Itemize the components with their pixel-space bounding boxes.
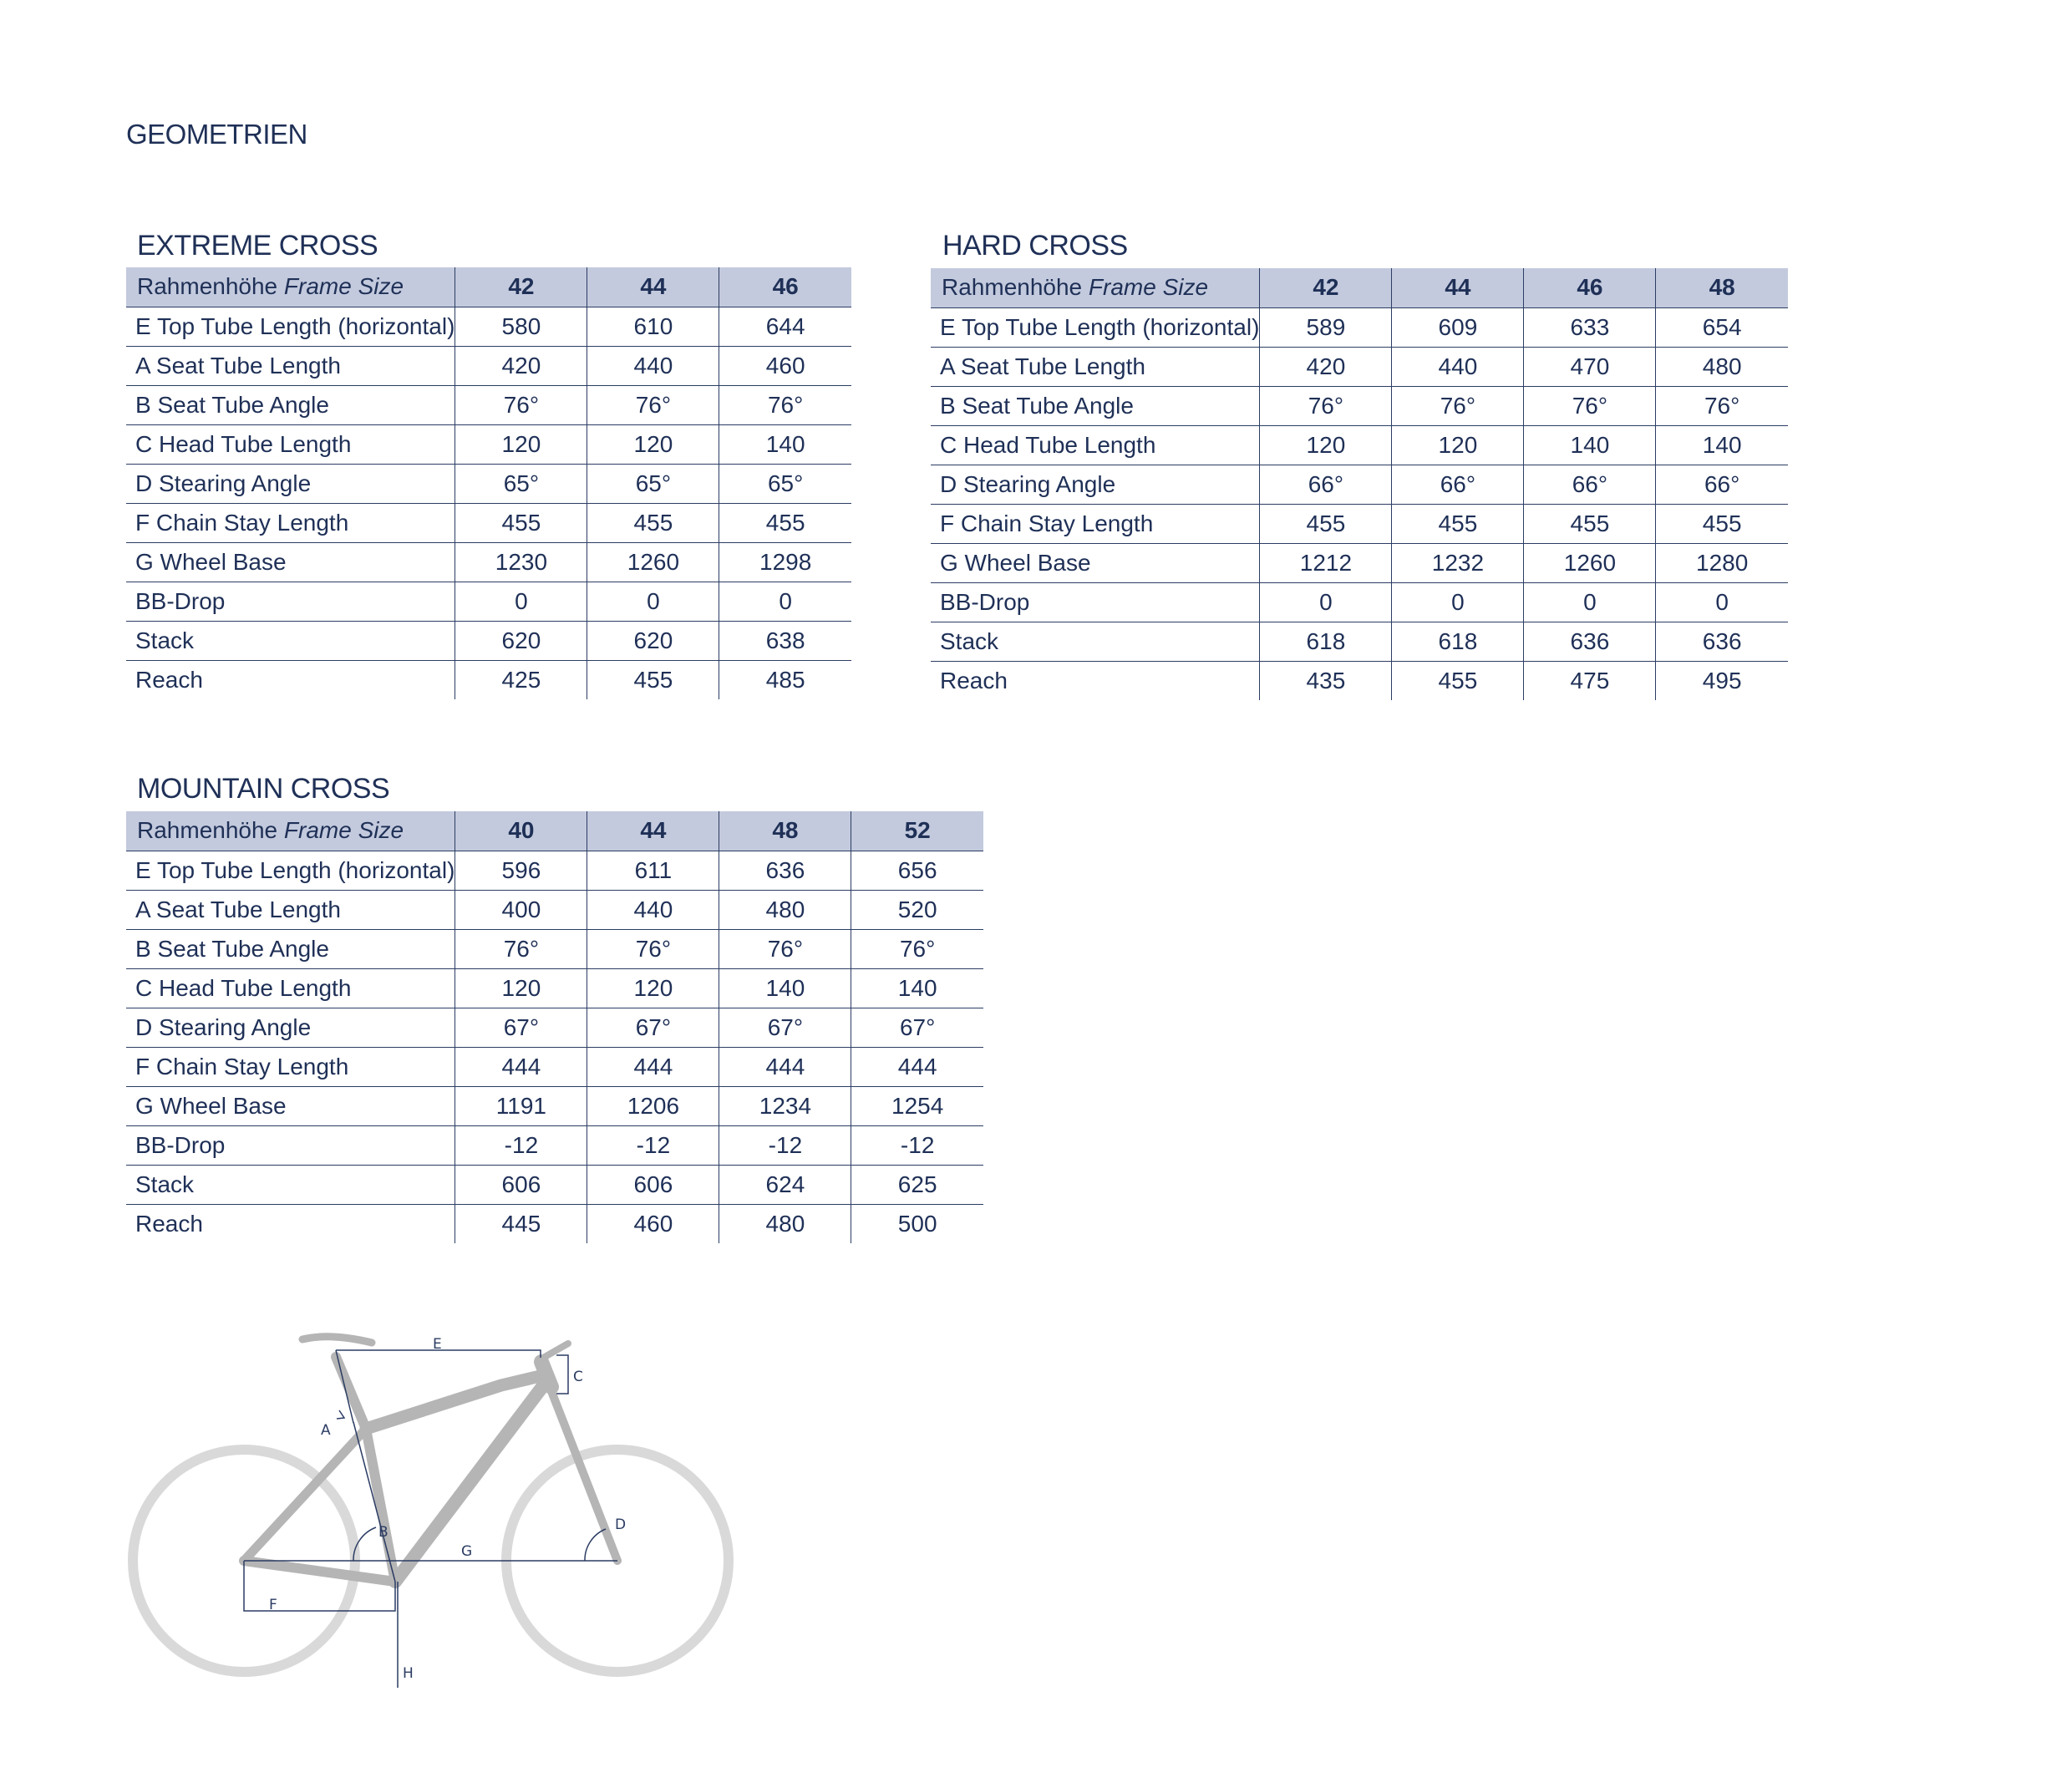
size-header: 48 (719, 811, 851, 851)
table-row (931, 465, 1788, 504)
table-row (126, 621, 851, 660)
table-row (126, 1008, 983, 1047)
table-cell: 66° (1656, 465, 1788, 504)
header-row (126, 811, 983, 851)
hard-cross-table (931, 268, 1788, 700)
table-row (931, 347, 1788, 386)
frame-size-label-en: Frame Size (1088, 274, 1209, 301)
table-cell: 67° (719, 1008, 851, 1047)
table-cell: 580 (455, 307, 587, 346)
table-cell: 0 (587, 582, 719, 621)
table-cell: 455 (587, 660, 719, 699)
row-label: Stack (126, 621, 455, 660)
table-cell: 480 (719, 1204, 851, 1243)
line-a-tick (337, 1410, 344, 1419)
table-cell: 120 (587, 968, 719, 1008)
table-cell: 444 (587, 1047, 719, 1086)
table-cell: 620 (455, 621, 587, 660)
row-label: Stack (126, 1165, 455, 1204)
table-cell: 65° (455, 464, 587, 503)
row-label: F Chain Stay Length (126, 1047, 455, 1086)
table-cell: 654 (1656, 307, 1788, 347)
label-f: F (269, 1597, 277, 1613)
table-row (126, 1204, 983, 1243)
table-cell: 1212 (1260, 543, 1392, 582)
table-cell: -12 (851, 1125, 983, 1165)
table-row (126, 542, 851, 582)
table-cell: 455 (1392, 504, 1524, 543)
table-row (126, 1165, 983, 1204)
table-row (931, 543, 1788, 582)
frame-size-header (126, 811, 455, 851)
table-cell: -12 (455, 1125, 587, 1165)
table-row (126, 503, 851, 542)
header-row (126, 267, 851, 307)
extreme-cross-title: EXTREME CROSS (137, 230, 378, 262)
table-cell: 455 (1392, 661, 1524, 700)
table-cell: 140 (1524, 425, 1656, 465)
table-cell: 444 (719, 1047, 851, 1086)
label-d: D (615, 1516, 627, 1533)
table-cell: 120 (455, 968, 587, 1008)
header-row (931, 268, 1788, 307)
row-label: Reach (940, 667, 1008, 693)
size-header: 40 (455, 811, 587, 851)
size-header: 46 (1524, 268, 1656, 307)
row-label: BB-Drop (126, 1125, 455, 1165)
table-row (126, 1086, 983, 1125)
table-cell: 76° (719, 929, 851, 968)
table-cell: 67° (851, 1008, 983, 1047)
table-cell: 596 (455, 851, 587, 890)
table-cell: 460 (587, 1204, 719, 1243)
table-cell: 656 (851, 851, 983, 890)
row-label: Stack (931, 622, 1260, 661)
table-cell: 1234 (719, 1086, 851, 1125)
table-row (126, 660, 851, 699)
table-cell: 0 (1392, 582, 1524, 622)
row-label: D Stearing Angle (126, 464, 455, 503)
table-cell: 440 (587, 346, 719, 385)
table-row (126, 851, 983, 890)
table-cell: 611 (587, 851, 719, 890)
table-cell: 440 (587, 890, 719, 929)
row-label: E Top Tube Length (horizontal) (126, 307, 455, 346)
table-cell: 455 (455, 503, 587, 542)
table-row (931, 386, 1788, 425)
table-cell: 76° (1260, 386, 1392, 425)
size-header: 44 (587, 267, 719, 307)
table-row (126, 890, 983, 929)
hard-cross-title: HARD CROSS (942, 230, 1128, 262)
table-row (931, 504, 1788, 543)
table-cell: 0 (1524, 582, 1656, 622)
label-e: E (433, 1336, 442, 1353)
label-c: C (573, 1369, 583, 1385)
table-cell: 76° (587, 929, 719, 968)
table-cell: 425 (455, 660, 587, 699)
table-cell: 460 (719, 346, 851, 385)
table-cell: 140 (851, 968, 983, 1008)
measurement-lines (244, 1350, 617, 1688)
table-cell: 495 (1656, 661, 1788, 700)
table-cell: 644 (719, 307, 851, 346)
table-cell: 480 (719, 890, 851, 929)
row-label: B Seat Tube Angle (126, 385, 455, 424)
table-cell: 1230 (455, 542, 587, 582)
table-cell: 0 (1656, 582, 1788, 622)
table-cell: 455 (1260, 504, 1392, 543)
table-cell: 470 (1524, 347, 1656, 386)
frame-size-label-de: Rahmenhöhe (137, 817, 278, 844)
label-g: G (461, 1543, 473, 1560)
table-cell: 520 (851, 890, 983, 929)
table-cell: 1206 (587, 1086, 719, 1125)
row-label: D Stearing Angle (126, 1008, 455, 1047)
table-cell: 76° (1656, 386, 1788, 425)
table-cell: 65° (719, 464, 851, 503)
size-header: 44 (587, 811, 719, 851)
table-cell: 624 (719, 1165, 851, 1204)
table-cell: 420 (455, 346, 587, 385)
frame-size-header (126, 267, 455, 307)
table-cell: 625 (851, 1165, 983, 1204)
frame-size-label-de: Rahmenhöhe (137, 273, 278, 300)
table-row (126, 464, 851, 503)
mountain-cross-title: MOUNTAIN CROSS (137, 773, 390, 805)
table-cell: 120 (455, 424, 587, 464)
table-cell: 500 (851, 1204, 983, 1243)
size-header: 48 (1656, 268, 1788, 307)
label-a: A (321, 1422, 331, 1439)
row-label: G Wheel Base (126, 1086, 455, 1125)
row-label: C Head Tube Length (126, 424, 455, 464)
row-label: A Seat Tube Length (126, 346, 455, 385)
label-b: B (378, 1524, 388, 1541)
table-cell: 636 (1524, 622, 1656, 661)
row-label: B Seat Tube Angle (126, 929, 455, 968)
page-title: GEOMETRIEN (126, 119, 307, 150)
row-label: G Wheel Base (931, 543, 1260, 582)
row-label: F Chain Stay Length (126, 503, 455, 542)
row-label: Reach (135, 1210, 203, 1237)
table-cell: 440 (1392, 347, 1524, 386)
frame-size-label-en: Frame Size (283, 273, 404, 300)
table-cell: 606 (587, 1165, 719, 1204)
table-cell: 1298 (719, 542, 851, 582)
row-label: D Stearing Angle (931, 465, 1260, 504)
table-cell: 400 (455, 890, 587, 929)
table-cell: 638 (719, 621, 851, 660)
table-cell: 455 (587, 503, 719, 542)
table-cell: 76° (587, 385, 719, 424)
table-cell: 455 (719, 503, 851, 542)
table-cell: 475 (1524, 661, 1656, 700)
row-label: BB-Drop (126, 582, 455, 621)
stem (539, 1344, 568, 1360)
table-row (126, 582, 851, 621)
chain-stay (244, 1561, 395, 1582)
frame-size-label-de: Rahmenhöhe (942, 274, 1083, 301)
table-cell: 610 (587, 307, 719, 346)
table-cell: 606 (455, 1165, 587, 1204)
table-cell: 455 (1656, 504, 1788, 543)
row-label: F Chain Stay Length (931, 504, 1260, 543)
table-row (931, 425, 1788, 465)
extreme-cross-table (126, 267, 851, 699)
row-label: C Head Tube Length (931, 425, 1260, 465)
table-cell: 0 (1260, 582, 1392, 622)
table-cell: 480 (1656, 347, 1788, 386)
table-cell: 444 (455, 1047, 587, 1086)
frame-size-header (931, 268, 1260, 307)
table-cell: 618 (1392, 622, 1524, 661)
row-label: G Wheel Base (126, 542, 455, 582)
row-label: B Seat Tube Angle (931, 386, 1260, 425)
table-cell: 140 (719, 968, 851, 1008)
table-row (126, 385, 851, 424)
row-label: A Seat Tube Length (126, 890, 455, 929)
table-cell: 1232 (1392, 543, 1524, 582)
table-cell: 620 (587, 621, 719, 660)
table-cell: 636 (1656, 622, 1788, 661)
row-label: C Head Tube Length (126, 968, 455, 1008)
size-header: 52 (851, 811, 983, 851)
table-cell: 76° (455, 385, 587, 424)
table-cell: 1260 (587, 542, 719, 582)
table-row (126, 1047, 983, 1086)
table-cell: 140 (719, 424, 851, 464)
table-cell: 618 (1260, 622, 1392, 661)
table-row (931, 582, 1788, 622)
table-cell: 609 (1392, 307, 1524, 347)
table-cell: 633 (1524, 307, 1656, 347)
table-cell: 76° (719, 385, 851, 424)
table-cell: 1191 (455, 1086, 587, 1125)
table-cell: 67° (587, 1008, 719, 1047)
table-cell: 76° (1524, 386, 1656, 425)
table-cell: 67° (455, 1008, 587, 1047)
size-header: 46 (719, 267, 851, 307)
mountain-cross-table (126, 811, 983, 1243)
label-h: H (403, 1665, 414, 1682)
table-cell: 1280 (1656, 543, 1788, 582)
table-cell: 420 (1260, 347, 1392, 386)
table-cell: 120 (587, 424, 719, 464)
row-label: A Seat Tube Length (931, 347, 1260, 386)
table-cell: 0 (719, 582, 851, 621)
table-cell: -12 (719, 1125, 851, 1165)
table-cell: 120 (1392, 425, 1524, 465)
table-row (931, 622, 1788, 661)
table-row (126, 424, 851, 464)
table-row (126, 307, 851, 346)
table-cell: 66° (1524, 465, 1656, 504)
table-cell: 485 (719, 660, 851, 699)
row-label: BB-Drop (931, 582, 1260, 622)
table-cell: 455 (1524, 504, 1656, 543)
table-row (126, 346, 851, 385)
table-cell: 120 (1260, 425, 1392, 465)
table-row (126, 968, 983, 1008)
size-header: 42 (455, 267, 587, 307)
table-cell: 76° (455, 929, 587, 968)
saddle (302, 1337, 372, 1343)
size-header: 42 (1260, 268, 1392, 307)
table-row (126, 929, 983, 968)
table-cell: 140 (1656, 425, 1788, 465)
table-cell: 435 (1260, 661, 1392, 700)
table-cell: 1254 (851, 1086, 983, 1125)
table-cell: 1260 (1524, 543, 1656, 582)
table-cell: 76° (1392, 386, 1524, 425)
table-cell: 589 (1260, 307, 1392, 347)
row-label: E Top Tube Length (horizontal) (931, 307, 1260, 347)
table-row (126, 1125, 983, 1165)
row-label: E Top Tube Length (horizontal) (126, 851, 455, 890)
table-cell: 66° (1392, 465, 1524, 504)
table-cell: 445 (455, 1204, 587, 1243)
bike-geometry-diagram (117, 1320, 752, 1696)
table-cell: -12 (587, 1125, 719, 1165)
table-row (931, 661, 1788, 700)
table-cell: 66° (1260, 465, 1392, 504)
table-cell: 0 (455, 582, 587, 621)
table-cell: 65° (587, 464, 719, 503)
size-header: 44 (1392, 268, 1524, 307)
table-cell: 76° (851, 929, 983, 968)
table-cell: 444 (851, 1047, 983, 1086)
table-cell: 636 (719, 851, 851, 890)
row-label: Reach (135, 666, 203, 693)
frame-size-label-en: Frame Size (283, 817, 404, 844)
fork (550, 1387, 617, 1561)
table-row (931, 307, 1788, 347)
